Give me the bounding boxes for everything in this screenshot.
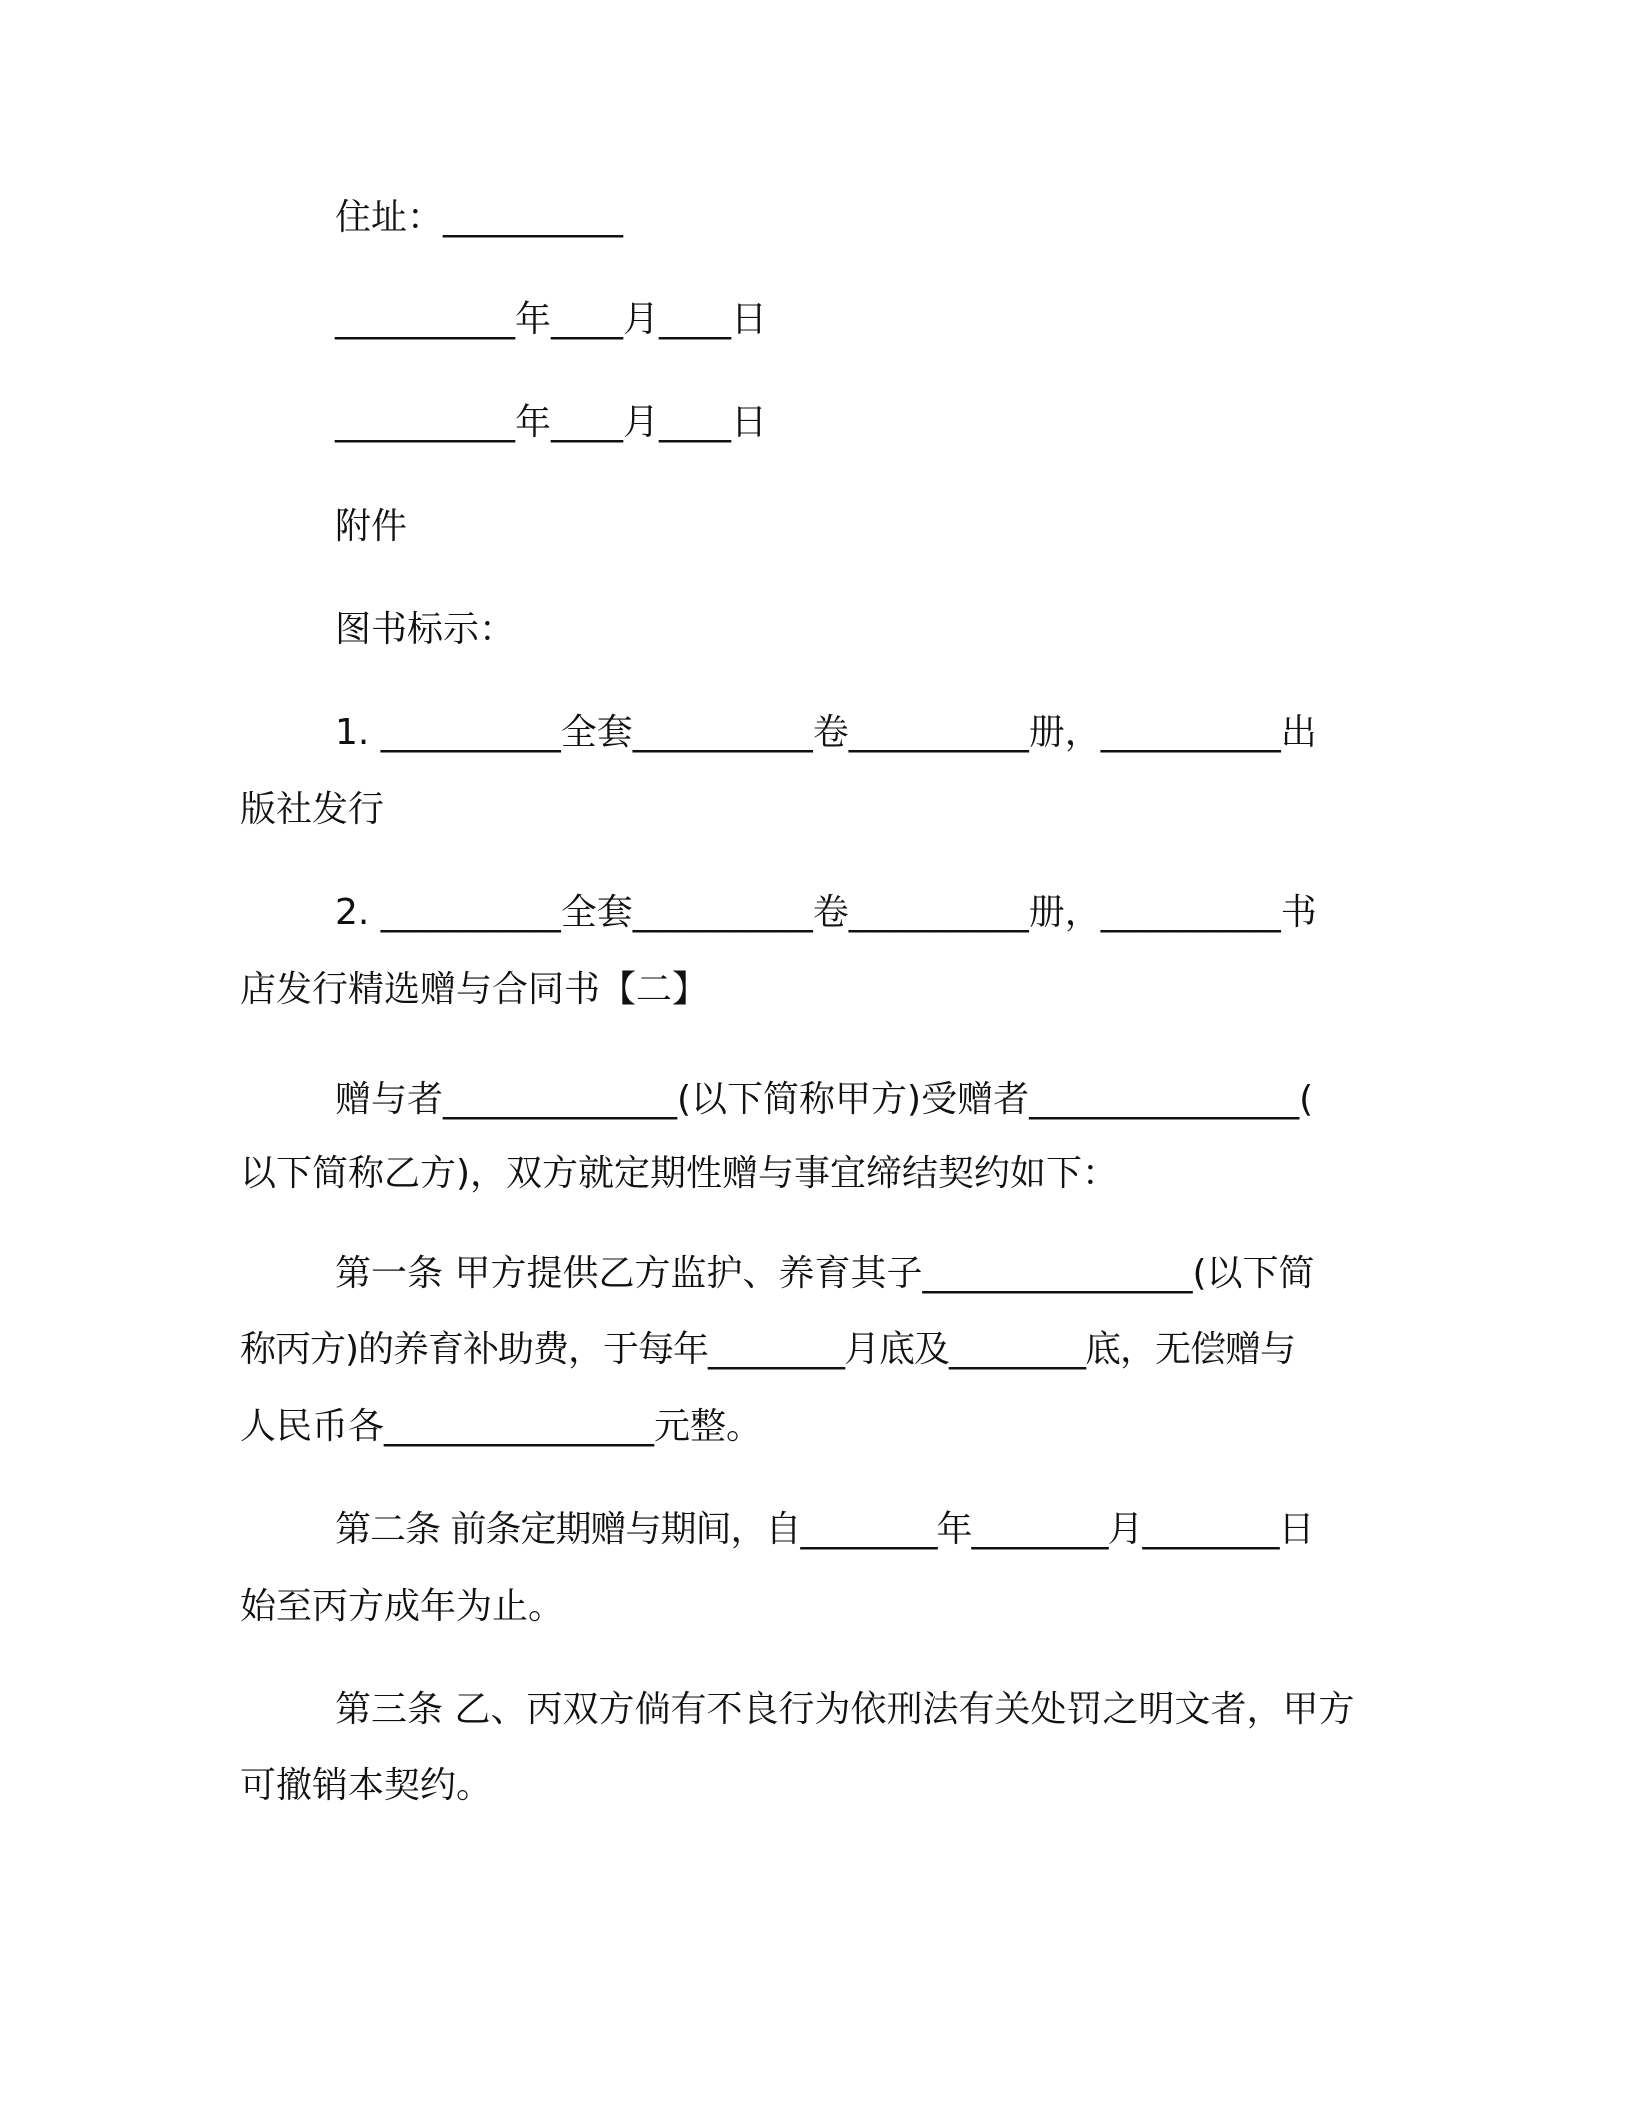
book-item-1: 1. __________全套__________卷__________册，__________出 (335, 712, 1317, 753)
parties-paragraph: 赠与者_____________(以下简称甲方)受赠者_______________( (335, 1079, 1314, 1120)
book-item-2-cont: 店发行精选赠与合同书【二】 (240, 969, 709, 1010)
book-list-heading: 图书标示： (335, 609, 516, 650)
article-1-cont-1: 称丙方)的养育补助费，于每年________月底及________底，无偿赠与 (240, 1329, 1296, 1370)
article-3: 第三条 乙、丙双方倘有不良行为依刑法有关处罚之明文者，甲方 (335, 1689, 1355, 1730)
date-line-1: __________年____月____日 (335, 299, 767, 340)
address-line: 住址：__________ (335, 197, 624, 238)
article-1-cont-2: 人民币各_______________元整。 (240, 1406, 763, 1447)
article-3-cont: 可撤销本契约。 (240, 1765, 493, 1806)
article-2-cont: 始至丙方成年为止。 (240, 1586, 565, 1627)
book-item-2: 2. __________全套__________卷__________册，__________书 (335, 892, 1317, 933)
book-item-1-cont: 版社发行 (240, 789, 385, 830)
parties-paragraph-cont: 以下简称乙方)，双方就定期性赠与事宜缔结契约如下： (240, 1153, 1119, 1194)
date-line-2: __________年____月____日 (335, 402, 767, 443)
attachment-heading: 附件 (335, 506, 408, 547)
article-1: 第一条 甲方提供乙方监护、养育其子_______________(以下简 (335, 1253, 1315, 1294)
article-2: 第二条 前条定期赠与期间，自________年________月________日 (335, 1509, 1314, 1550)
